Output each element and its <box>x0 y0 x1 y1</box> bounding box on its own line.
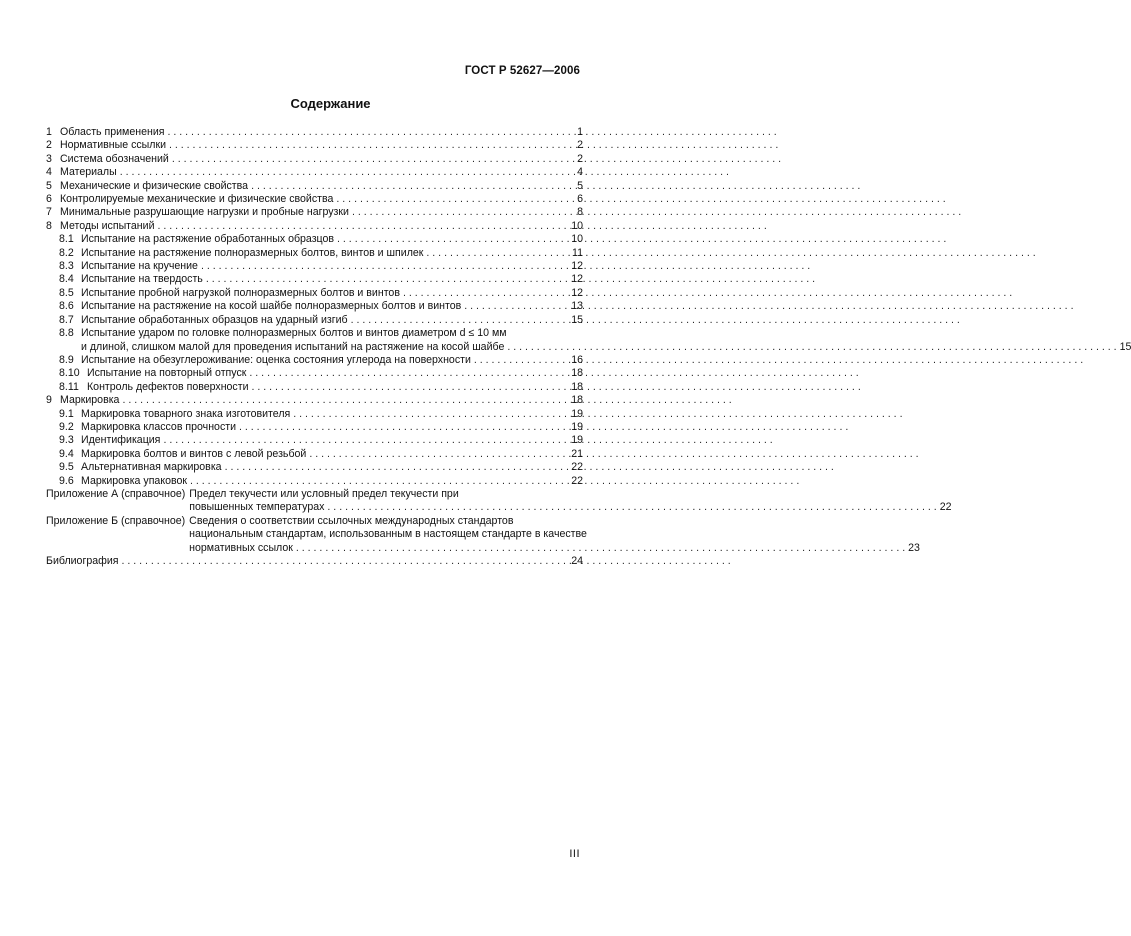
toc-subentry[interactable]: 8.9 Испытание на обезуглероживание: оценка состояния углерода на поверхности . . . 16 <box>46 354 583 367</box>
toc-subentry[interactable]: 9.4 Маркировка болтов и винтов с левой резьбой . . . 21 <box>46 448 583 461</box>
toc-entry[interactable]: 8 Методы испытаний . . . 10 <box>46 220 583 233</box>
toc-appendix-b[interactable]: Приложение Б (справочное) Сведения о соответствии ссылочных международных стандартов национальным стандартам, использованным в настоящем стандарте в качестве нормативных ссылок . . . 23 <box>46 515 583 555</box>
toc-subentry[interactable]: 8.8 Испытание ударом по головке полноразмерных болтов и винтов диаметром d ≤ 10 мм и длиной, слишком малой для проведения испытаний на растяжение на косой шайбе . . . 15 <box>46 327 583 354</box>
toc-subentry[interactable]: 8.4 Испытание на твердость . . . 12 <box>46 273 583 286</box>
standard-header: ГОСТ Р 52627—2006 <box>464 65 580 77</box>
toc-subentry[interactable]: 8.2 Испытание на растяжение полноразмерных болтов, винтов и шпилек . . . 11 <box>46 247 583 260</box>
toc-entry[interactable]: 1 Область применения . . . 1 <box>46 126 583 139</box>
toc-entry[interactable]: 9 Маркировка . . . 18 <box>46 394 583 407</box>
toc-bibliography[interactable]: Библиография . . . 24 <box>46 555 583 568</box>
page-number: III <box>569 848 580 860</box>
toc-subentry[interactable]: 8.10 Испытание на повторный отпуск . . . 18 <box>46 367 583 380</box>
toc-subentry[interactable]: 9.2 Маркировка классов прочности . . . 19 <box>46 421 583 434</box>
page-title: Содержание <box>290 96 371 111</box>
toc-subentry[interactable]: 8.11 Контроль дефектов поверхности . . . 18 <box>46 381 583 394</box>
toc-entry[interactable]: 5 Механические и физические свойства . . . 5 <box>46 180 583 193</box>
toc-subentry[interactable]: 9.3 Идентификация . . . 19 <box>46 434 583 447</box>
toc-subentry[interactable]: 8.1 Испытание на растяжение обработанных образцов . . . 10 <box>46 233 583 246</box>
toc-subentry[interactable]: 8.6 Испытание на растяжение на косой шайбе полноразмерных болтов и винтов . . . 13 <box>46 300 583 313</box>
toc-subentry[interactable]: 9.1 Маркировка товарного знака изготовителя . . . 19 <box>46 408 583 421</box>
toc-subentry[interactable]: 9.5 Альтернативная маркировка . . . 22 <box>46 461 583 474</box>
table-of-contents <box>46 126 1131 568</box>
toc-entry[interactable]: 6 Контролируемые механические и физические свойства . . . 6 <box>46 193 583 206</box>
toc-entry[interactable]: 3 Система обозначений . . . 2 <box>46 153 583 166</box>
toc-entry[interactable]: 2 Нормативные ссылки . . . 2 <box>46 139 583 152</box>
toc-subentry[interactable]: 8.7 Испытание обработанных образцов на ударный изгиб . . . 15 <box>46 314 583 327</box>
toc-subentry[interactable]: 8.3 Испытание на кручение . . . 12 <box>46 260 583 273</box>
toc-subentry[interactable]: 8.5 Испытание пробной нагрузкой полноразмерных болтов и винтов . . . 12 <box>46 287 583 300</box>
toc-entry[interactable]: 7 Минимальные разрушающие нагрузки и пробные нагрузки . . . 8 <box>46 206 583 219</box>
toc-subentry[interactable]: 9.6 Маркировка упаковок . . . 22 <box>46 475 583 488</box>
toc-entry[interactable]: 4 Материалы . . . 4 <box>46 166 583 179</box>
toc-appendix-a[interactable]: Приложение А (справочное) Предел текучести или условный предел текучести при повышенных температурах . . . 22 <box>46 488 583 515</box>
